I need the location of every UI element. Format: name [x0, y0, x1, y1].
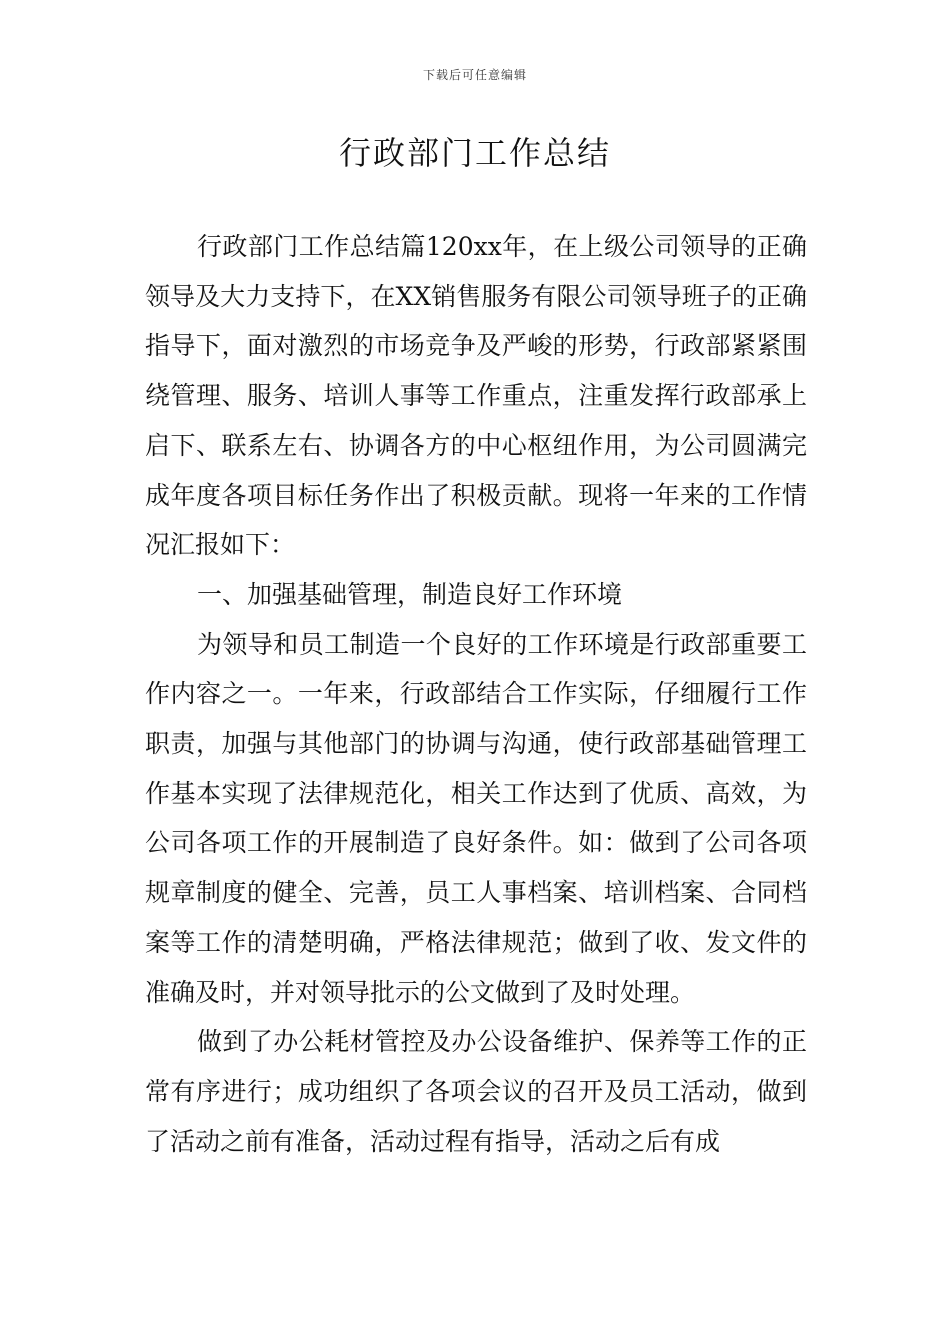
document-title: 行政部门工作总结 — [338, 134, 611, 172]
paragraph-intro: 行政部门工作总结篇120xx年，在上级公司领导的正确领导及大力支持下，在XX销售服务有限公司领导班子的正确指导下，面对激烈的市场竞争及严峻的形势，行政部紧紧围绕管理、服务、培训人事等工作重点，注重发挥行政部承上启下、联系左右、协调各方的中心枢纽作用，为公司圆满完成年度各项目标任务作出了积极贡献。现将一年来的工作情况汇报如下： — [145, 232, 807, 560]
section-heading-1: 一、加强基础管理，制造良好工作环境 — [197, 579, 623, 609]
paragraph-section-1: 为领导和员工制造一个良好的工作环境是行政部重要工作内容之一。一年来，行政部结合工作实际，仔细履行工作职责，加强与其他部门的协调与沟通，使行政部基础管理工作基本实现了法律规范化，相关工作达到了优质、高效，为公司各项工作的开展制造了良好条件。如：做到了公司各项规章制度的健全、完善，员工人事档案、培训档案、合同档案等工作的清楚明确，严格法律规范；做到了收、发文件的准确及时，并对领导批示的公文做到了及时处理。 — [145, 629, 807, 1007]
header-note: 下载后可任意编辑 — [422, 68, 527, 82]
paragraph-section-1-continued: 做到了办公耗材管控及办公设备维护、保养等工作的正常有序进行；成功组织了各项会议的召开及员工活动，做到了活动之前有准备，活动过程有指导，活动之后有成 — [145, 1027, 807, 1156]
document-body — [145, 222, 807, 1166]
